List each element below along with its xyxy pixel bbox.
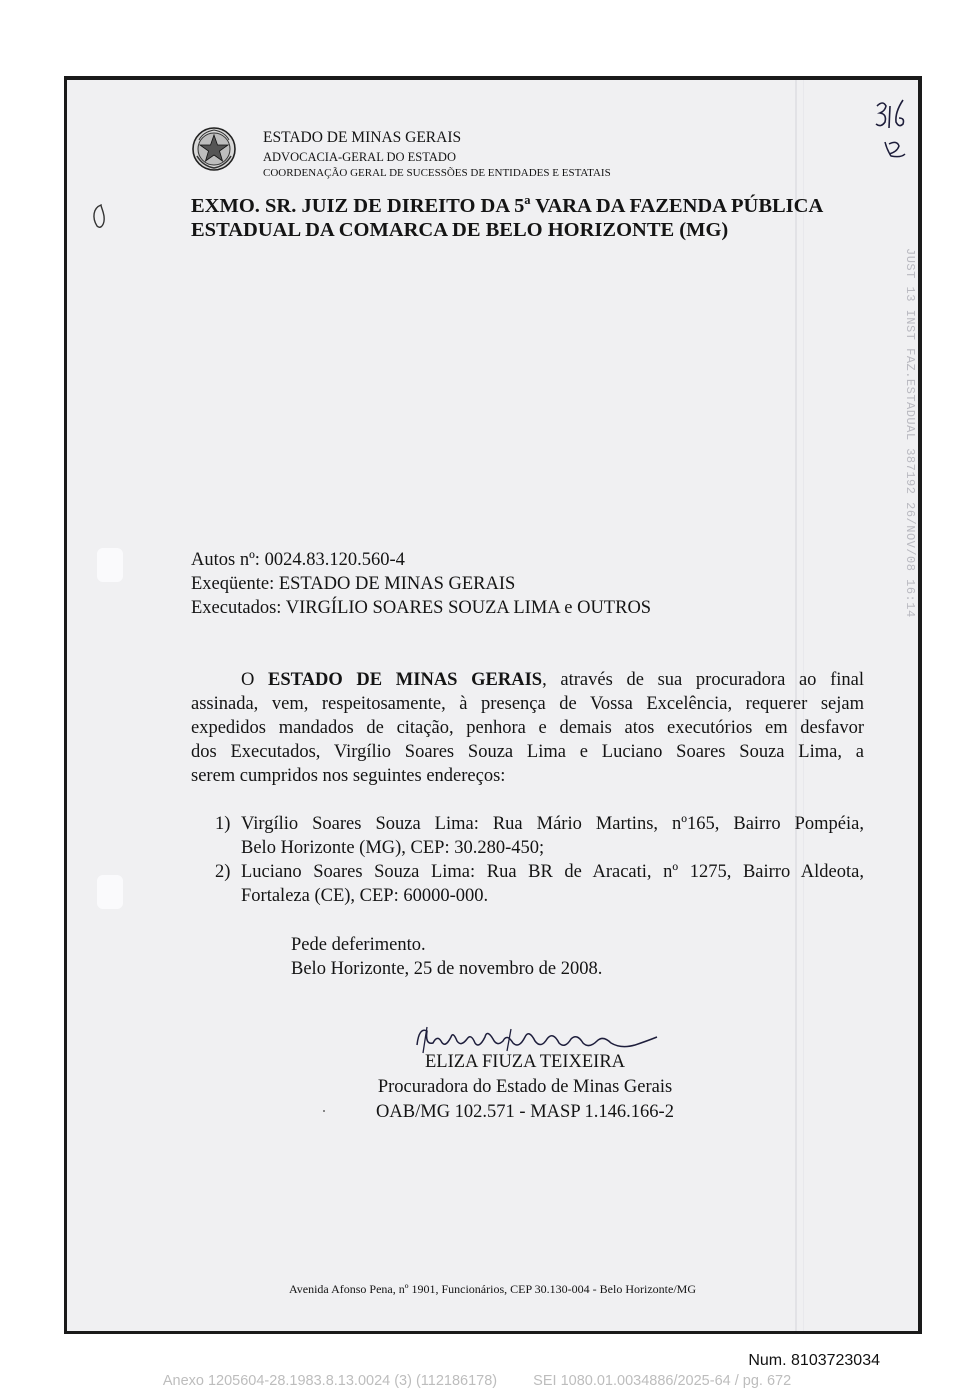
receipt-stamp: JUST 13 INST FAZ.ESTADUAL 387192 26/NOV/08 16:14 (903, 248, 917, 618)
list-item-line: Virgílio Soares Souza Lima: Rua Mário Martins, nº165, Bairro Pompéia, (241, 814, 864, 834)
list-item-line: Fortaleza (CE), CEP: 60000-000. (241, 886, 489, 906)
list-item-line: Luciano Soares Souza Lima: Rua BR de Aracati, nº 1275, Bairro Aldeota, (241, 862, 864, 882)
case-exequente: Exeqüente: ESTADO DE MINAS GERAIS (191, 574, 516, 594)
header-department: COORDENAÇÃO GERAL DE SUCESSÕES DE ENTIDADES E ESTATAIS (263, 167, 611, 179)
addressee-line-2: ESTADUAL DA COMARCA DE BELO HORIZONTE (MG) (191, 219, 729, 241)
list-item (215, 860, 864, 908)
signatory-block (357, 1050, 693, 1125)
body-lead-bold: ESTADO DE MINAS GERAIS (268, 670, 543, 690)
list-item-line: Belo Horizonte (MG), CEP: 30.280-450; (241, 838, 545, 858)
closing-request: Pede deferimento. (291, 935, 426, 955)
closing-place-date: Belo Horizonte, 25 de novembro de 2008. (291, 959, 603, 979)
body-line-1-rest: , através de sua procuradora ao final (542, 670, 865, 690)
closing-block (291, 933, 602, 981)
body-line-1 (191, 668, 864, 692)
case-number: Autos nº: 0024.83.120.560-4 (191, 550, 405, 570)
body-lead-prefix: O (241, 670, 269, 690)
case-info (191, 548, 651, 620)
handwritten-316-icon (873, 94, 913, 164)
footer-address: Avenida Afonso Pena, nº 1901, Funcionários, CEP 30.130-004 - Belo Horizonte/MG (288, 1282, 696, 1296)
body-line-4: dos Executados, Virgílio Soares Souza Lima e Luciano Soares Souza Lima, a (191, 742, 864, 762)
signatory-name: ELIZA FIUZA TEIXEIRA (424, 1052, 626, 1072)
margin-pencil-mark (89, 202, 111, 232)
scanned-page (64, 76, 922, 1334)
case-executados: Executados: VIRGÍLIO SOARES SOUZA LIMA e OUTROS (191, 598, 652, 618)
annex-reference: Anexo 1205604-28.1983.8.13.0024 (3) (112186178) (162, 1373, 498, 1389)
punch-hole (97, 875, 123, 909)
signatory-registration: OAB/MG 102.571 - MASP 1.146.166-2 (376, 1102, 674, 1122)
address-list (215, 812, 864, 908)
list-item (215, 812, 864, 860)
header-state-name: ESTADO DE MINAS GERAIS (263, 129, 462, 146)
addressee-block (191, 194, 871, 242)
document-number: Num. 8103723034 (748, 1352, 880, 1369)
body-line-5: serem cumpridos nos seguintes endereços: (191, 766, 506, 786)
petition-body (191, 668, 864, 788)
punch-hole (97, 548, 123, 582)
header-agency: ADVOCACIA-GERAL DO ESTADO (263, 150, 456, 164)
handwritten-page-number (873, 94, 913, 164)
body-line-3: expedidos mandados de citação, penhora e demais atos executórios em desfavor (191, 718, 864, 738)
signatory-title: Procuradora do Estado de Minas Gerais (377, 1077, 673, 1097)
list-item-number: 2) (215, 862, 231, 882)
speck (323, 1110, 325, 1112)
annex-footer (0, 1373, 954, 1389)
list-item-number: 1) (215, 814, 231, 834)
state-emblem-icon (191, 126, 237, 172)
body-line-2: assinada, vem, respeitosamente, à presença de Vossa Excelência, requerer sejam (191, 694, 864, 714)
addressee-line-1: EXMO. SR. JUIZ DE DIREITO DA 5ª VARA DA FAZENDA PÚBLICA (191, 195, 824, 217)
sei-reference: SEI 1080.01.0034886/2025-64 / pg. 672 (533, 1373, 792, 1389)
